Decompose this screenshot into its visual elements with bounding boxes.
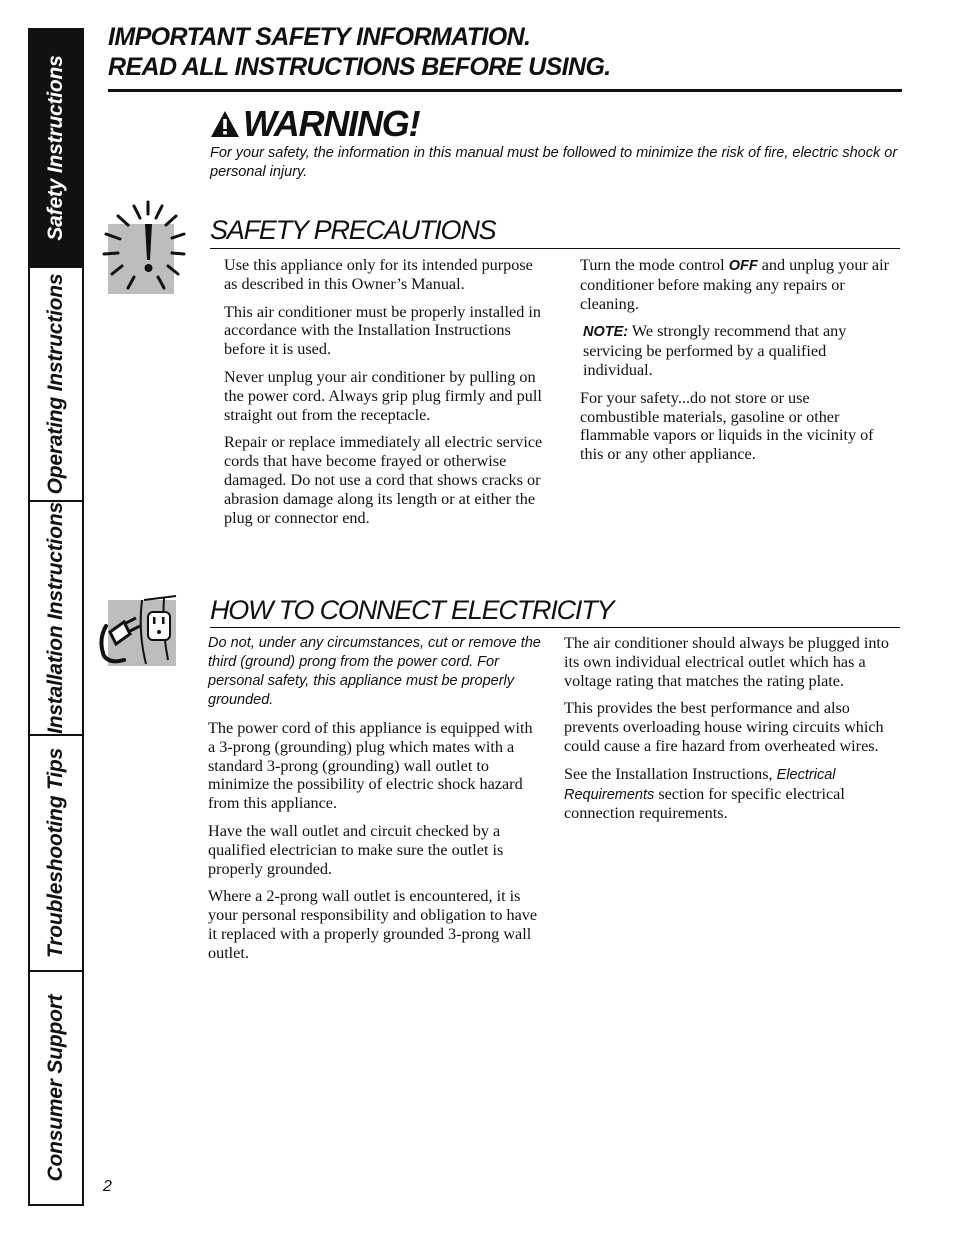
safety-paragraph: Use this appliance only for its intended purpose as described in this Owner’s Manual. (224, 256, 533, 293)
reference-text-before: See the Installation Instructions, (564, 764, 777, 783)
electricity-paragraph: Where a 2-prong wall outlet is encountered, it is your personal responsibility and obligation to have it replaced with a properly grounded 3-prong wall outlet. (208, 887, 538, 962)
header-line-2: READ ALL INSTRUCTIONS BEFORE USING. (108, 53, 611, 81)
safety-paragraph: Repair or replace immediately all electric service cords that have become frayed or otherwise damaged. Do not use a cord that shows cracks or abrasion damage along its length or at either the plug or connector end. (224, 433, 543, 527)
warning-title: WARNING! (243, 103, 420, 144)
electrical-requirements-reference: Electrical Requirements (564, 766, 836, 803)
safety-paragraph: This air conditioner must be properly installed in accordance with the Installation Instructions before it is used. (224, 302, 541, 359)
safety-paragraph: For your safety...do not store or use combustible materials, gasoline or other flammable vapors or liquids in the vicinity of this or any other appliance. (580, 388, 874, 464)
tab-troubleshooting-tips[interactable] (30, 736, 82, 972)
electricity-paragraph: The power cord of this appliance is equipped with a 3-prong (grounding) plug which mates with a standard 3-prong (grounding) wall outlet to minimize the possibility of electric shock hazard from this appliance. (208, 719, 533, 813)
safety-precautions-title: SAFETY PRECAUTIONS (210, 215, 496, 245)
safety-section-divider (210, 248, 900, 249)
tab-operating-instructions[interactable] (30, 268, 82, 502)
warning-block (210, 104, 900, 182)
alert-burst-icon (96, 198, 192, 298)
electricity-right-column (564, 634, 890, 832)
header-divider (108, 89, 902, 92)
tab-label: Installation Instructions (44, 502, 67, 734)
page-number: 2 (103, 1178, 112, 1195)
tab-label: Troubleshooting Tips (44, 748, 67, 958)
safety-paragraph (580, 256, 890, 313)
electricity-section-divider (210, 627, 900, 628)
tab-consumer-support[interactable] (30, 972, 82, 1204)
electricity-left-column (208, 634, 541, 972)
warning-triangle-icon (210, 110, 240, 138)
mode-text-before: Turn the mode control (580, 256, 729, 274)
note-text: We strongly recommend that any servicing be performed by a qualified individual. (583, 322, 847, 379)
reference-text-after: section for specific electrical connection requirements. (564, 784, 845, 823)
tab-safety-instructions[interactable] (30, 30, 82, 268)
mode-text-after: and unplug your air conditioner before making any repairs or cleaning. (580, 256, 889, 313)
tab-label: Safety Instructions (44, 55, 67, 241)
tab-label: Consumer Support (44, 994, 67, 1182)
tab-label: Operating Instructions (44, 273, 67, 495)
electricity-paragraph (564, 765, 890, 823)
warning-heading (210, 104, 900, 144)
warning-text: For your safety, the information in this manual must be followed to minimize the risk of fire, electric shock or personal injury. (210, 145, 898, 180)
page-header (108, 22, 902, 82)
section-tabs-sidebar (28, 28, 84, 1206)
tab-installation-instructions[interactable] (30, 502, 82, 736)
electricity-paragraph: This provides the best performance and also prevents overloading house wiring circuits which could cause a fire hazard from overheated wires. (564, 699, 884, 755)
safety-left-column (224, 256, 549, 536)
note-paragraph (580, 322, 890, 379)
electrical-plug-icon (96, 594, 182, 670)
safety-right-column (580, 256, 890, 473)
electricity-paragraph: The air conditioner should always be plugged into its own individual electrical outlet which has a voltage rating that matches the rating plate. (564, 634, 890, 690)
note-label: NOTE: (583, 324, 629, 341)
grounding-warning: Do not, under any circumstances, cut or remove the third (ground) prong from the power cord. For personal safety, this appliance must be properly grounded. (208, 635, 541, 708)
safety-paragraph: Never unplug your air conditioner by pulling on the power cord. Always grip plug firmly and pull straight out from the receptacle. (224, 367, 542, 424)
header-line-1: IMPORTANT SAFETY INFORMATION. (108, 23, 531, 51)
electricity-paragraph: Have the wall outlet and circuit checked by a qualified electrician to make sure the outlet is properly grounded. (208, 821, 504, 878)
connect-electricity-title: HOW TO CONNECT ELECTRICITY (210, 595, 614, 625)
off-label: OFF (728, 258, 758, 274)
